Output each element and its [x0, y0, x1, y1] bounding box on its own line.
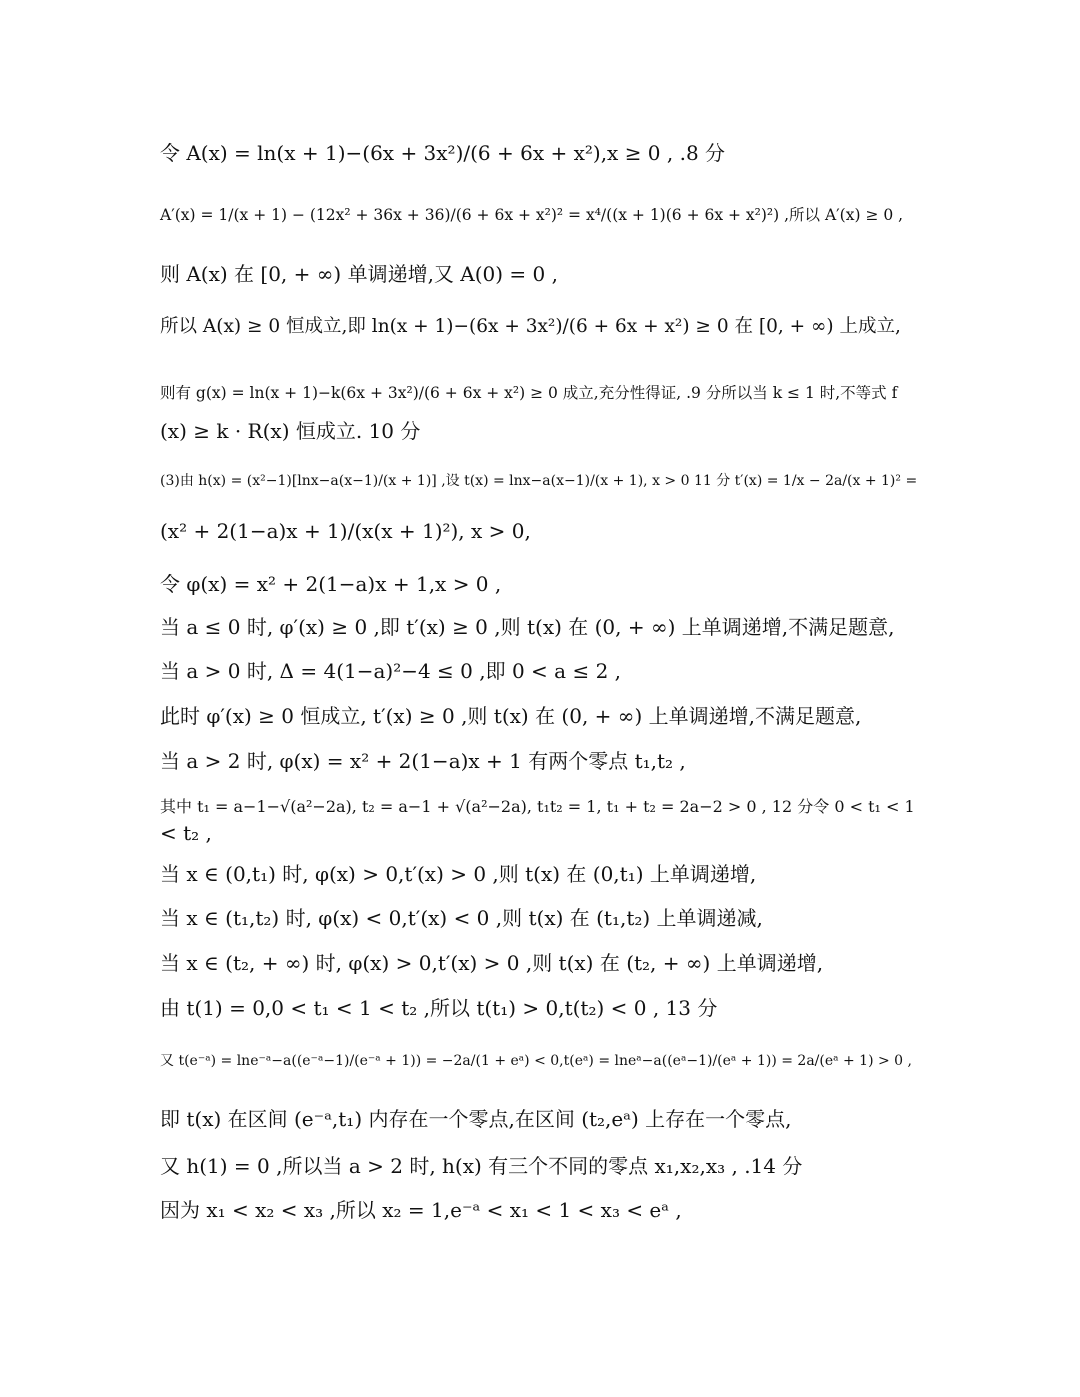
- text-line: 又 t(e⁻ᵃ) = lne⁻ᵃ−a((e⁻ᵃ−1)/(e⁻ᵃ + 1)) = −2a/(1 + eᵃ) < 0,t(eᵃ) = lneᵃ−a((eᵃ−1)/(eᵃ + 1)) = 2a/(eᵃ + 1) > 0 ,: [160, 1053, 912, 1069]
- text-line: 即 t(x) 在区间 (e⁻ᵃ,t₁) 内存在一个零点,在区间 (t₂,eᵃ) 上存在一个零点,: [160, 1107, 792, 1131]
- text-line: (3)由 h(x) = (x²−1)[lnx−a(x−1)/(x + 1)] ,设 t(x) = lnx−a(x−1)/(x + 1), x > 0 11 分 t′(x) = 1/x − 2a/(x + 1)² =: [160, 473, 918, 489]
- text-line: 则 A(x) 在 [0, + ∞) 单调递增,又 A(0) = 0 ,: [160, 262, 558, 286]
- text-line: 当 x ∈ (t₁,t₂) 时, φ(x) < 0,t′(x) < 0 ,则 t(x) 在 (t₁,t₂) 上单调递减,: [160, 906, 763, 930]
- text-line: 其中 t₁ = a−1−√(a²−2a), t₂ = a−1 + √(a²−2a), t₁t₂ = 1, t₁ + t₂ = 2a−2 > 0 , 12 分令 0 < t₁ < 1: [160, 797, 915, 816]
- text-line: 当 a > 2 时, φ(x) = x² + 2(1−a)x + 1 有两个零点 t₁,t₂ ,: [160, 749, 686, 773]
- text-line: 又 h(1) = 0 ,所以当 a > 2 时, h(x) 有三个不同的零点 x₁,x₂,x₃ , .14 分: [160, 1154, 803, 1178]
- text-line: 当 a > 0 时, Δ = 4(1−a)²−4 ≤ 0 ,即 0 < a ≤ 2 ,: [160, 659, 622, 683]
- text-line: 令 A(x) = ln(x + 1)−(6x + 3x²)/(6 + 6x + x²),x ≥ 0 , .8 分: [160, 141, 726, 165]
- text-line: 因为 x₁ < x₂ < x₃ ,所以 x₂ = 1,e⁻ᵃ < x₁ < 1 < x₃ < eᵃ ,: [160, 1198, 682, 1222]
- text-line: 当 x ∈ (0,t₁) 时, φ(x) > 0,t′(x) > 0 ,则 t(x) 在 (0,t₁) 上单调递增,: [160, 862, 757, 886]
- text-line: 由 t(1) = 0,0 < t₁ < 1 < t₂ ,所以 t(t₁) > 0,t(t₂) < 0 , 13 分: [160, 996, 718, 1020]
- text-line: 则有 g(x) = ln(x + 1)−k(6x + 3x²)/(6 + 6x + x²) ≥ 0 成立,充分性得证, .9 分所以当 k ≤ 1 时,不等式 f: [160, 384, 898, 402]
- text-line: (x² + 2(1−a)x + 1)/(x(x + 1)²), x > 0,: [160, 519, 531, 543]
- text-line: 当 x ∈ (t₂, + ∞) 时, φ(x) > 0,t′(x) > 0 ,则 t(x) 在 (t₂, + ∞) 上单调递增,: [160, 951, 824, 975]
- text-line: 令 φ(x) = x² + 2(1−a)x + 1,x > 0 ,: [160, 572, 502, 596]
- text-line: 当 a ≤ 0 时, φ′(x) ≥ 0 ,即 t′(x) ≥ 0 ,则 t(x) 在 (0, + ∞) 上单调递增,不满足题意,: [160, 615, 895, 639]
- text-line: 此时 φ′(x) ≥ 0 恒成立, t′(x) ≥ 0 ,则 t(x) 在 (0, + ∞) 上单调递增,不满足题意,: [160, 704, 862, 728]
- text-line: A′(x) = 1/(x + 1) − (12x² + 36x + 36)/(6 + 6x + x²)² = x⁴/((x + 1)(6 + 6x + x²)²) ,所以 A′(x) ≥ 0 ,: [160, 206, 904, 224]
- text-line: (x) ≥ k · R(x) 恒成立. 10 分: [160, 419, 421, 443]
- text-line: 所以 A(x) ≥ 0 恒成立,即 ln(x + 1)−(6x + 3x²)/(6 + 6x + x²) ≥ 0 在 [0, + ∞) 上成立,: [160, 316, 901, 337]
- text-line: < t₂ ,: [160, 821, 212, 845]
